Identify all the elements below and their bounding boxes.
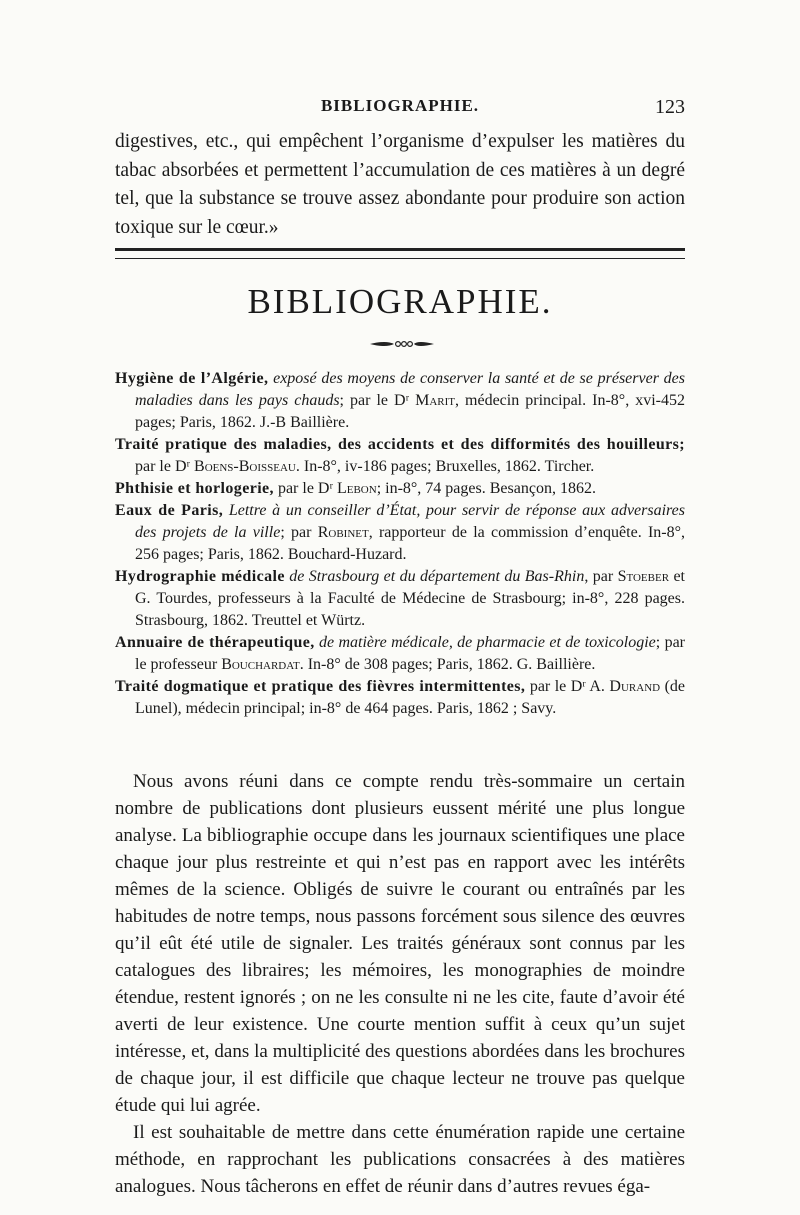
entry-author: Marit <box>415 392 455 409</box>
bibliography-entry <box>115 566 685 632</box>
body-paragraph: Nous avons réuni dans ce compte rendu très-sommaire un certain nombre de publications dont plusieurs eussent mérité une plus longue analyse. La bibliographie occupe dans les journaux scientifiques une place chaque jour plus restreinte et qui n’est pas en rapport avec les intérêts mêmes de la science. Obligés de suivre le courant ou entraînés par les habitudes de notre temps, nous passons forcément sous silence des œuvres qu’il eût été utile de signaler. Les traités généraux sont connus par les catalogues des libraires; les mémoires, les monographies de moindre étendue, restent ignorés ; on ne les consulte ni ne les cite, faute d’avoir été averti de leur existence. Une courte mention suffit à ceux qu’un sujet intéresse, et, dans la multiplicité des questions abordées dans les brochures de chaque jour, il est difficile que chaque lecteur ne trouve pas quelque étude qui lui agrée. <box>115 771 685 1116</box>
running-head <box>115 96 685 120</box>
bibliography-entry <box>115 368 685 434</box>
entry-connector: ; par <box>280 524 318 541</box>
entry-title: Traité dogmatique et pratique des fièvres intermittentes, <box>115 678 526 695</box>
bibliography-entry <box>115 478 685 500</box>
intro-paragraph: digestives, etc., qui empêchent l’organisme d’expulser les matières du tabac absorbées et permettent l’accumulation de ces matières à un degré tel, que la substance se trouve assez abondante pour produire son action toxique sur le cœur.» <box>115 131 685 238</box>
section-title: BIBLIOGRAPHIE. <box>247 282 553 321</box>
entry-title: Hygiène de l’Algérie, <box>115 370 269 387</box>
entry-subtitle: de matière médicale, de pharmacie et de toxicologie <box>314 634 656 651</box>
entry-author: Robinet <box>317 524 369 541</box>
entry-connector: par le Dʳ <box>273 480 337 497</box>
entry-title: Phthisie et horlogerie, <box>115 480 274 497</box>
bibliography-entry <box>115 434 685 478</box>
entry-connector: ; par le Dʳ <box>339 392 416 409</box>
entry-title: Annuaire de thérapeutique, <box>115 634 315 651</box>
page-number: 123 <box>655 96 685 118</box>
bibliography-entry <box>115 632 685 676</box>
entry-imprint: , rapporteur de la commission d’enquête. In-8°, 256 pages; Paris, 1862. Bouchard-Huzard. <box>135 524 686 563</box>
running-title: BIBLIOGRAPHIE. <box>320 96 480 115</box>
entry-subtitle: Lettre à un conseiller d’État, pour servir de réponse aux adversaires des projets de la ville <box>135 502 686 541</box>
entry-subtitle: de Strasbourg et du département du Bas-Rhin <box>284 568 585 585</box>
body-paragraph: Il est souhaitable de mettre dans cette énumération rapide une certaine méthode, en rapprochant les publications consacrées à des matières analogues. Nous tâcherons en effet de réunir dans d’autres revues éga- <box>115 1122 685 1197</box>
entry-imprint: . In-8° de 308 pages; Paris, 1862. G. Baillière. <box>299 656 596 673</box>
entry-author: Boens-Boisseau <box>194 458 296 475</box>
entry-author: Durand <box>609 678 661 695</box>
entry-title: Traité pratique des maladies, des accidents et des difformités des houilleurs; <box>115 436 685 453</box>
entry-connector: ; par le professeur <box>135 634 685 673</box>
entry-author: Stoeber <box>617 568 670 585</box>
entry-connector: par le Dʳ A. <box>525 678 610 695</box>
entry-imprint: (de Lunel), médecin principal; in-8° de 464 pages. Paris, 1862 ; Savy. <box>135 678 686 717</box>
entry-imprint: , médecin principal. In-8°, xvi-452 pages; Paris, 1862. J.-B Baillière. <box>135 392 685 431</box>
entry-title: Hydrographie médicale <box>115 568 285 585</box>
printers-ornament-icon <box>370 338 434 350</box>
entry-title: Eaux de Paris, <box>115 502 224 519</box>
entry-imprint: . In-8°, iv-186 pages; Bruxelles, 1862. Tircher. <box>295 458 595 475</box>
bibliography-entry <box>115 676 685 720</box>
entry-connector: , par <box>584 568 618 585</box>
entry-subtitle: exposé des moyens de conserver la santé et de se préserver des maladies dans les pays chauds <box>135 370 685 409</box>
entry-connector: par le Dʳ <box>135 458 195 475</box>
section-divider <box>115 248 685 259</box>
entry-imprint: ; in-8°, 74 pages. Besançon, 1862. <box>376 480 596 497</box>
entry-author: Bouchardat <box>221 656 300 673</box>
bibliography-list <box>115 368 685 720</box>
entry-imprint: et G. Tourdes, professeurs à la Faculté de Médecine de Strasbourg; in-8°, 228 pages. Strasbourg, 1862. Treuttel et Würtz. <box>135 568 685 629</box>
bibliography-entry <box>115 500 685 566</box>
body-text <box>115 768 685 1200</box>
entry-author: Lebon <box>336 480 377 497</box>
